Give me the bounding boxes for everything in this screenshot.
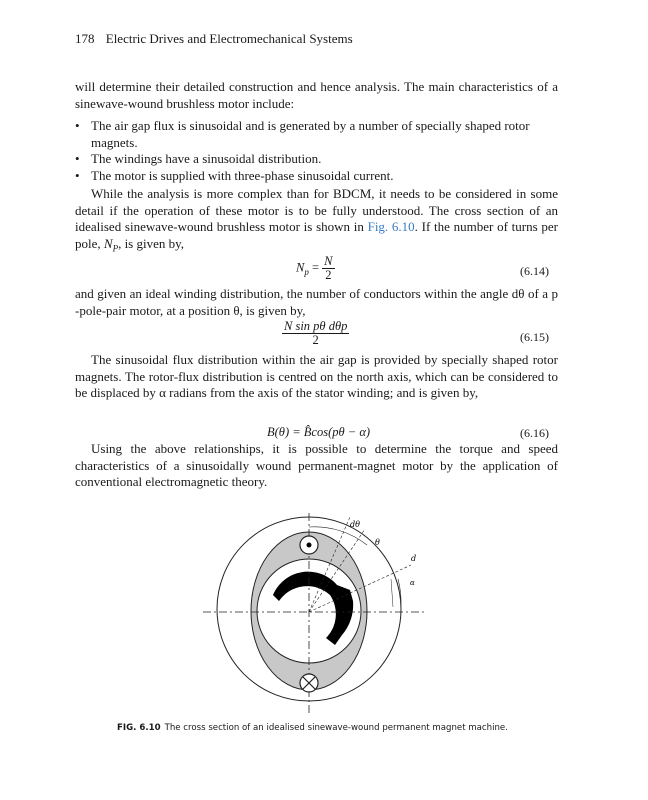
page-number: 178 xyxy=(75,31,95,46)
paragraph-conclusion: Using the above relationships, it is possible to determine the torque and speed characteristics of a sinusoidally wound permanent-magnet motor by the application of conventional electromagnetic theory. xyxy=(75,441,558,489)
paragraph-flux: The sinusoidal flux distribution within the air gap is provided by specially shaped rotor magnets. The rotor-flux distribution is centred on the north axis, which can be considered to be displaced by α radians from the axis of the stator winding; and is given by, xyxy=(75,352,558,400)
characteristics-list xyxy=(75,118,545,184)
alpha-label: α xyxy=(410,579,415,587)
running-title: Electric Drives and Electromechanical Systems xyxy=(105,31,353,46)
paragraph-conductors: and given an ideal winding distribution, the number of conductors within the angle dθ of a p -pole-pair motor, at a position θ, is given by, xyxy=(75,286,558,318)
list-item: • The motor is supplied with three-phase sinusoidal current. xyxy=(75,168,545,185)
d-label: d xyxy=(411,554,417,563)
list-item: • The air gap flux is sinusoidal and is generated by a number of specially shaped rotor magnets. xyxy=(75,118,545,151)
theta-label: θ xyxy=(375,538,380,547)
dtheta-label: dθ xyxy=(350,520,360,529)
paragraph-analysis: While the analysis is more complex than for BDCM, it needs to be considered in some detail if the operation of these motor is to be fully understood. The cross section of an idealised sinewave-wound brushless motor is shown in Fig. 6.10. If the number of turns per pole, $N_P$, is given by, xyxy=(75,186,558,254)
figure-link[interactable]: Fig. 6.10 xyxy=(367,219,415,234)
equation-6-14: $N_p$ = $\frac{N}{2}$ xyxy=(296,254,333,282)
figure-caption-label: FIG. 6.10 xyxy=(117,723,161,733)
equation-6-15: $\frac{\text{N sin pθ dθp}}{2}$ xyxy=(284,319,348,347)
equation-number: (6.15) xyxy=(520,330,549,344)
list-item: • The windings have a sinusoidal distribution. xyxy=(75,151,545,168)
figure-caption: FIG. 6.10 The cross section of an idealised sinewave-wound permanent magnet machine. xyxy=(117,723,508,733)
paragraph-intro: will determine their detailed construction and hence analysis. The main characteristics of a sinewave-wound brushless motor include: xyxy=(75,79,558,111)
equation-6-16: B(θ) = B̂cos(pθ − α) xyxy=(267,425,371,439)
running-header xyxy=(75,31,353,47)
machine-cross-section-figure xyxy=(195,505,435,720)
equation-number: (6.16) xyxy=(520,426,549,440)
equation-number: (6.14) xyxy=(520,264,549,278)
